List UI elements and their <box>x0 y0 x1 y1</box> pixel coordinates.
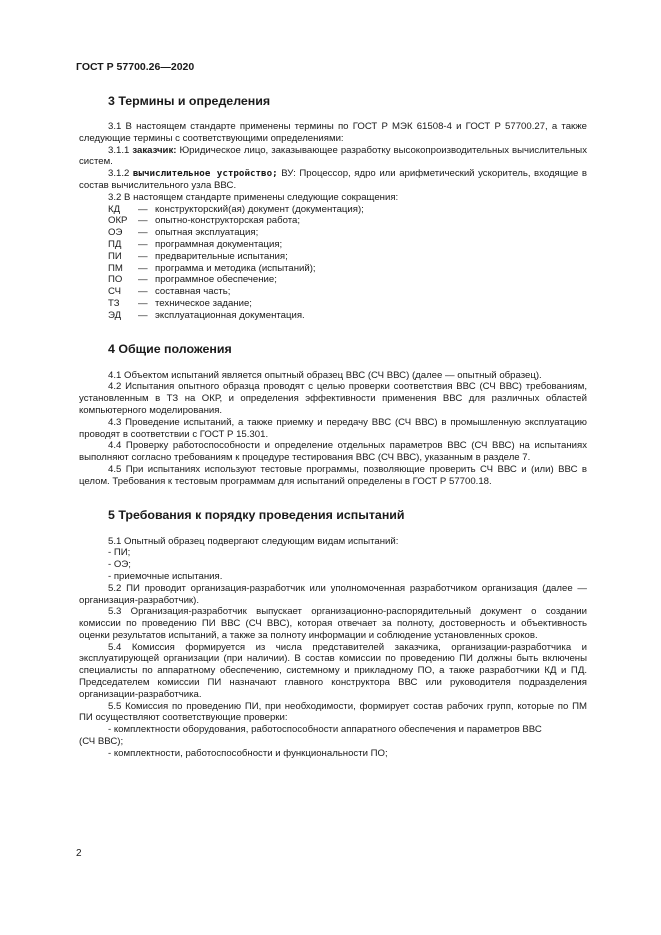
abbreviation-text: конструкторский(ая) документ (документация); <box>155 203 364 215</box>
abbreviation-text: техническое задание; <box>155 297 252 309</box>
abbreviation-code: ПМ <box>108 262 123 274</box>
list-item: - ОЭ; <box>108 559 131 571</box>
paragraph-3-1-2 <box>79 168 587 192</box>
section-4-title: 4 Общие положения <box>108 341 232 356</box>
list-item: - комплектности оборудования, работоспособности аппаратного обеспечения и параметров ВВС <box>108 724 542 736</box>
term-number: 3.1.2 <box>108 168 130 180</box>
abbreviation-dash: — <box>138 250 148 262</box>
paragraph-4-3: 4.3 Проведение испытаний, а также приемку и передачу ВВС (СЧ ВВС) в промышленную эксплуатацию проводят в соответствии с ГОСТ Р 15.301. <box>79 416 587 440</box>
abbreviation-row <box>79 263 587 275</box>
abbreviation-row <box>79 274 587 286</box>
abbreviation-text: предварительные испытания; <box>155 250 288 262</box>
list-item: - приемочные испытания. <box>108 570 223 582</box>
term-number: 3.1.1 <box>108 144 130 156</box>
term-definition: Юридическое лицо, заказывающее разработку высокопроизводительных вычислительных систем. <box>79 144 587 168</box>
abbreviation-dash: — <box>138 262 148 274</box>
abbreviation-code: ПД <box>108 238 122 250</box>
abbreviation-dash: — <box>138 227 148 239</box>
abbreviation-dash: — <box>138 286 148 298</box>
abbreviation-dash: — <box>138 215 148 227</box>
abbreviation-text: программное обеспечение; <box>155 274 277 286</box>
abbreviation-row <box>79 204 587 216</box>
abbreviation-row <box>79 227 587 239</box>
paragraph-5-2: 5.2 ПИ проводит организация-разработчик или уполномоченная разработчиком организация (далее — организация-разработчик). <box>79 582 587 606</box>
paragraph-3-1-1 <box>79 145 587 169</box>
paragraph-5-1: 5.1 Опытный образец подвергают следующим видам испытаний: <box>108 535 399 547</box>
paragraph-4-4: 4.4 Проверку работоспособности и определение отдельных параметров ВВС (СЧ ВВС) на испытаниях выполняют согласно требованиям к процедуре тестирования ВВС (СЧ ВВС), указанным в разделе 7. <box>79 440 587 464</box>
term-customer: заказчик: <box>132 144 177 156</box>
paragraph-5-4: 5.4 Комиссия формируется из числа представителей заказчика, организации-разработчика и эксплуатирующей организации (при наличии). В состав комиссии по проведению ПИ должны быть включены специалисты по аппаратному обеспечению, системному и прикладному ПО, а также разработчики КД и ПД. Председателем комиссии ПИ назначают главного конструктора ВВС или руководителя подразделения организации-разработчика. <box>79 641 587 700</box>
list-item-continuation: (СЧ ВВС); <box>79 736 124 748</box>
abbreviation-code: СЧ <box>108 286 122 298</box>
abbreviation-text: программа и методика (испытаний); <box>155 262 316 274</box>
abbreviation-dash: — <box>138 309 148 321</box>
abbreviation-code: КД <box>108 203 121 215</box>
abbreviation-row <box>79 215 587 227</box>
abbreviation-row <box>79 310 587 322</box>
paragraph-3-2: 3.2 В настоящем стандарте применены следующие сокращения: <box>108 191 399 203</box>
paragraph-4-5: 4.5 При испытаниях используют тестовые программы, позволяющие проверить СЧ ВВС и (или) ВВС в целом. Требования к тестовым программам для испытаний определены в ГОСТ Р 57700.18. <box>79 463 587 487</box>
section-5-title: 5 Требования к порядку проведения испытаний <box>108 507 405 522</box>
document-header: ГОСТ Р 57700.26—2020 <box>76 61 195 73</box>
section-3-title: 3 Термины и определения <box>108 94 271 108</box>
page-number: 2 <box>76 848 82 859</box>
abbreviation-row <box>79 286 587 298</box>
abbreviation-dash: — <box>138 203 148 215</box>
abbreviation-code: ТЗ <box>108 297 120 309</box>
abbreviation-row <box>79 298 587 310</box>
abbreviation-text: программная документация; <box>155 238 283 250</box>
abbreviation-text: составная часть; <box>155 286 231 298</box>
abbreviation-code: ОКР <box>108 215 128 227</box>
abbreviation-dash: — <box>138 238 148 250</box>
abbreviation-list <box>79 204 587 322</box>
term-definition: ВУ: Процессор, ядро или арифметический ускоритель, входящие в состав вычислительного узла ВВС. <box>79 168 587 191</box>
paragraph-3-1: 3.1 В настоящем стандарте применены термины по ГОСТ Р МЭК 61508-4 и ГОСТ Р 57700.27, а также следующие термины с соответствующими определениями: <box>79 121 587 144</box>
paragraph-4-2: 4.2 Испытания опытного образца проводят с целью проверки соответствия ВВС (СЧ ВВС) требованиям, установленным в ТЗ на ОКР, и определения эффективности применения ВВС для различных областей компьютерного моделирования. <box>79 381 587 416</box>
paragraph-5-5: 5.5 Комиссия по проведению ПИ, при необходимости, формирует состав рабочих групп, которые по ПМ ПИ осуществляют соответствующие проверки: <box>79 700 587 724</box>
paragraph-4-1: 4.1 Объектом испытаний является опытный образец ВВС (СЧ ВВС) (далее — опытный образец). <box>108 369 542 381</box>
abbreviation-code: ОЭ <box>108 227 123 239</box>
abbreviation-dash: — <box>138 274 148 286</box>
list-item: - ПИ; <box>108 547 131 559</box>
abbreviation-text: эксплуатационная документация. <box>155 309 305 321</box>
abbreviation-row <box>79 251 587 263</box>
abbreviation-code: ЭД <box>108 309 122 321</box>
list-item: - комплектности, работоспособности и функциональности ПО; <box>108 747 388 759</box>
term-computing-device: вычислительное устройство; <box>132 168 278 180</box>
document-body <box>79 94 587 760</box>
abbreviation-text: опытная эксплуатация; <box>155 227 259 239</box>
abbreviation-code: ПИ <box>108 250 122 262</box>
paragraph-5-3: 5.3 Организация-разработчик выпускает организационно-распорядительный документ о создании комиссии по проведению ПИ ВВС (СЧ ВВС), которая отвечает за полноту, достоверность и объективность оценки результатов испытаний, а также за полноту информации и соблюдение установленных сроков. <box>79 606 587 641</box>
abbreviation-text: опытно-конструкторская работа; <box>155 215 301 227</box>
abbreviation-row <box>79 239 587 251</box>
abbreviation-dash: — <box>138 297 148 309</box>
abbreviation-code: ПО <box>108 274 123 286</box>
